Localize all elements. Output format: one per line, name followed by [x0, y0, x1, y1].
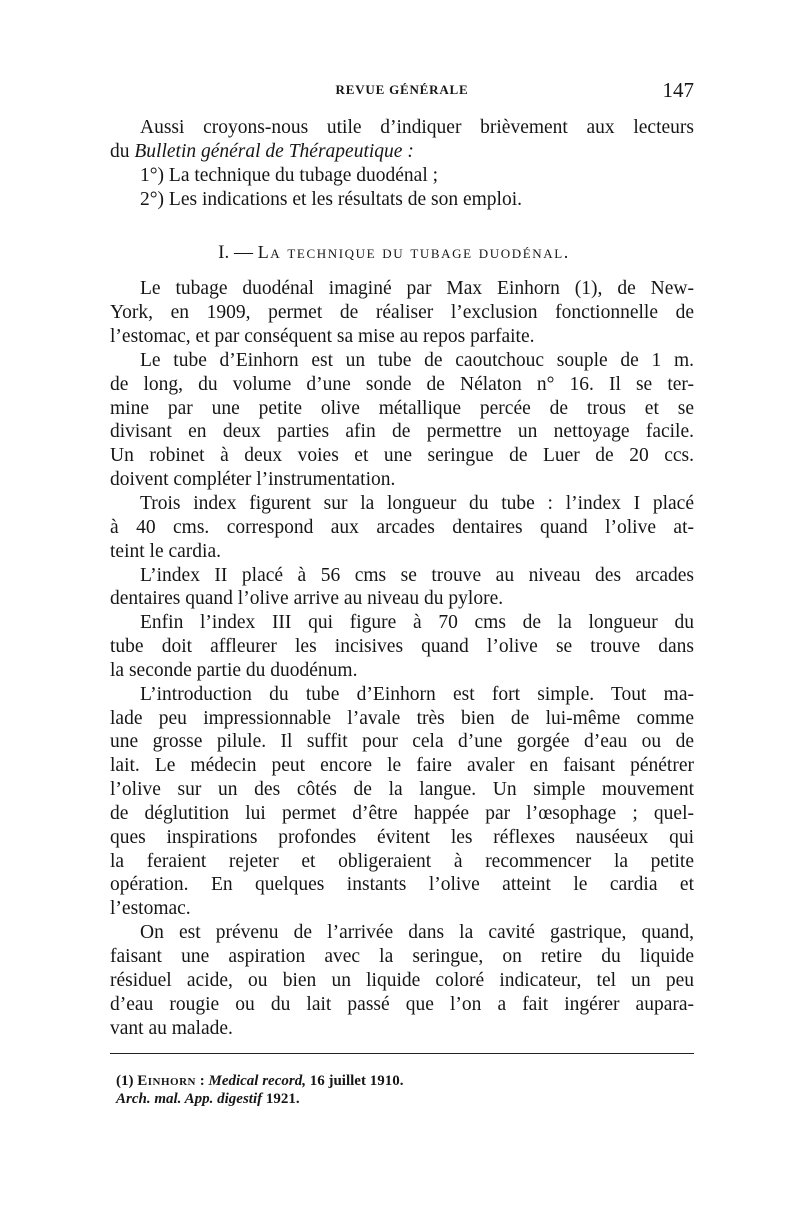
- text-line: résiduel acide, ou bien un liquide coloré indicateur, tel un peu: [110, 969, 694, 991]
- list-item: 2°) Les indications et les résultats de son emploi.: [140, 188, 523, 210]
- section-title: La technique du tubage duodénal.: [257, 242, 570, 263]
- footnote-marker: (1): [116, 1073, 138, 1089]
- section-numeral: I. —: [218, 242, 258, 264]
- text-line: tube doit affleurer les incisives quand l’olive se trouve dans: [110, 636, 694, 658]
- text-line: de déglutition lui permet d’être happée par l’œsophage ; quel-: [110, 802, 694, 824]
- text-line: ques inspirations profondes évitent les réflexes nauséeux qui: [110, 826, 694, 848]
- body-text: [110, 116, 694, 1040]
- footnote-line: [116, 1072, 676, 1090]
- running-head: [110, 78, 694, 104]
- text-line: la feraient rejeter et obligeraient à recommencer la petite: [110, 850, 694, 872]
- footnote-rule: [110, 1053, 694, 1054]
- text-line: Le tube d’Einhorn est un tube de caoutchouc souple de 1 m.: [140, 349, 694, 371]
- journal-name-italic: Bulletin général de Thérapeutique :: [134, 140, 414, 162]
- text-span: du: [110, 140, 135, 162]
- text-line: mine par une petite olive métallique percée de trous et se: [110, 397, 694, 419]
- text-line: Trois index figurent sur la longueur du tube : l’index I placé: [140, 492, 694, 514]
- text-line: lait. Le médecin peut encore le faire avaler en faisant pénétrer: [110, 755, 694, 777]
- text-line: d’eau rougie ou du lait passé que l’on a fait ingérer aupara-: [110, 993, 694, 1015]
- text-line: dentaires quand l’olive arrive au niveau du pylore.: [110, 588, 504, 610]
- text-line: l’estomac, et par conséquent sa mise au repos parfaite.: [110, 326, 535, 348]
- text-line: [110, 140, 694, 164]
- text-line: Aussi croyons-nous utile d’indiquer brièvement aux lecteurs: [140, 117, 694, 138]
- footnotes: [116, 1072, 676, 1108]
- text-line: Un robinet à deux voies et une seringue de Luer de 20 ccs.: [110, 445, 694, 467]
- footnote-separator: :: [195, 1073, 209, 1089]
- text-line: l’estomac.: [110, 898, 191, 920]
- footnote-date: 1921.: [262, 1091, 300, 1107]
- footnote-author: Einhorn: [137, 1073, 196, 1089]
- spacer: [110, 211, 694, 237]
- text-line: teint le cardia.: [110, 540, 221, 562]
- text-line: divisant en deux parties afin de permettre un nettoyage facile.: [110, 421, 694, 443]
- text-line: L’introduction du tube d’Einhorn est fort simple. Tout ma-: [140, 683, 694, 705]
- page-number: 147: [662, 78, 694, 102]
- text-line: On est prévenu de l’arrivée dans la cavité gastrique, quand,: [140, 922, 694, 944]
- section-heading: [110, 237, 694, 267]
- text-line: York, en 1909, permet de réaliser l’exclusion fonctionnelle de: [110, 302, 694, 324]
- footnote-line: [116, 1090, 676, 1108]
- text-line: l’olive sur un des côtés de la langue. Un simple mouvement: [110, 779, 694, 801]
- text-line: faisant une aspiration avec la seringue, on retire du liquide: [110, 946, 694, 967]
- text-line: la seconde partie du duodénum.: [110, 659, 358, 681]
- text-line: Le tubage duodénal imaginé par Max Einhorn (1), de New-: [140, 278, 694, 300]
- list-item: 1°) La technique du tubage duodénal ;: [140, 164, 439, 186]
- footnote-journal: Medical record,: [208, 1073, 306, 1089]
- text-line: Enfin l’index III qui figure à 70 cms de la longueur du: [140, 612, 694, 634]
- text-line: L’index II placé à 56 cms se trouve au niveau des arcades: [140, 564, 694, 586]
- text-line: lade peu impressionnable l’avale très bien de lui-même comme: [110, 707, 694, 729]
- text-line: opération. En quelques instants l’olive atteint le cardia et: [110, 874, 694, 896]
- text-line: de long, du volume d’une sonde de Nélaton n° 16. Il se ter-: [110, 373, 694, 395]
- text-line: doivent compléter l’instrumentation.: [110, 469, 396, 491]
- text-line: à 40 cms. correspond aux arcades dentaires quand l’olive at-: [110, 516, 694, 538]
- footnote-date: 16 juillet 1910.: [305, 1073, 404, 1089]
- journal-title: REVUE GÉNÉRALE: [335, 82, 469, 97]
- text-line: vant au malade.: [110, 1017, 233, 1039]
- spacer: [110, 267, 694, 277]
- text-line: une grosse pilule. Il suffit pour cela d’une gorgée d’eau ou de: [110, 731, 694, 753]
- footnote-journal: Arch. mal. App. digestif: [116, 1091, 263, 1107]
